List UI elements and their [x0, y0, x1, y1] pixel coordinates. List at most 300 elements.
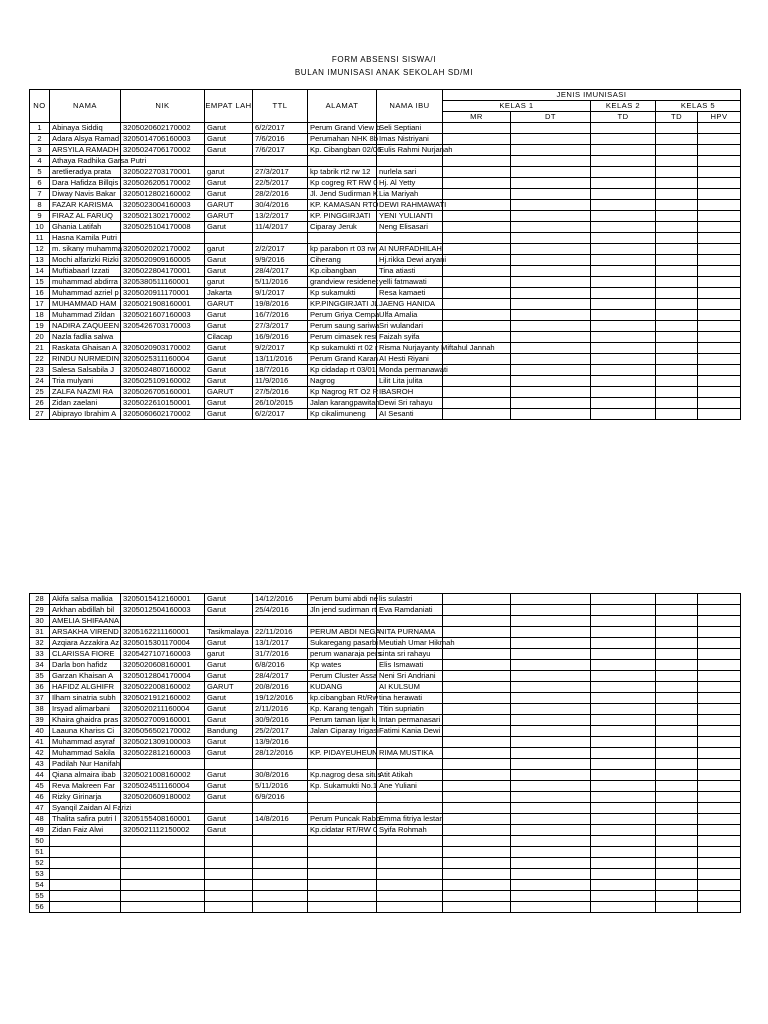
cell-imunisasi: [591, 649, 656, 660]
cell-imunisasi: [698, 704, 741, 715]
cell-no: 56: [30, 902, 50, 913]
cell-tempat-lahir: Garut: [205, 693, 253, 704]
cell-no: 10: [30, 222, 50, 233]
cell-tempat-lahir: [205, 156, 253, 167]
cell-ttl: 25/4/2016: [253, 605, 308, 616]
cell-tempat-lahir: garut: [205, 167, 253, 178]
cell-no: 16: [30, 288, 50, 299]
cell-alamat: KP. PINGGIRJATI: [308, 211, 377, 222]
cell-nama: Dara Hafidza Billqis: [50, 178, 121, 189]
cell-imunisasi: [656, 704, 698, 715]
cell-imunisasi: [698, 343, 741, 354]
cell-imunisasi: [443, 737, 511, 748]
cell-imunisasi: [511, 266, 591, 277]
cell-ttl: 28/2/2016: [253, 189, 308, 200]
cell-tempat-lahir: Garut: [205, 409, 253, 420]
cell-nama: Akifa salsa malkia: [50, 594, 121, 605]
cell-alamat: Kp.cidatar RT/RW 0: [308, 825, 377, 836]
table-row: [30, 134, 741, 145]
cell-nama: Ghania Latifah: [50, 222, 121, 233]
cell-imunisasi: [511, 770, 591, 781]
cell-ttl: [253, 803, 308, 814]
cell-imunisasi: [698, 902, 741, 913]
cell-imunisasi: [511, 409, 591, 420]
cell-imunisasi: [511, 255, 591, 266]
cell-imunisasi: [511, 178, 591, 189]
cell-imunisasi: [698, 638, 741, 649]
cell-imunisasi: [591, 792, 656, 803]
cell-alamat: Nagrog: [308, 376, 377, 387]
cell-imunisasi: [656, 299, 698, 310]
cell-imunisasi: [698, 321, 741, 332]
table-row: [30, 365, 741, 376]
cell-imunisasi: [591, 671, 656, 682]
cell-tempat-lahir: [205, 233, 253, 244]
cell-nama: Thalita safira putri l: [50, 814, 121, 825]
cell-alamat: Perum Cluster Assa: [308, 671, 377, 682]
cell-alamat: Perum saung sariwa: [308, 321, 377, 332]
table-row: [30, 880, 741, 891]
cell-nama-ibu: YENI YULIANTI: [377, 211, 443, 222]
cell-alamat: Kp. Cibangban 02/06: [308, 145, 377, 156]
cell-tempat-lahir: Garut: [205, 222, 253, 233]
cell-no: 31: [30, 627, 50, 638]
cell-imunisasi: [443, 594, 511, 605]
cell-nik: 3205025104170008: [121, 222, 205, 233]
cell-tempat-lahir: Garut: [205, 178, 253, 189]
cell-nama-ibu: [377, 803, 443, 814]
cell-imunisasi: [591, 310, 656, 321]
cell-imunisasi: [443, 310, 511, 321]
cell-imunisasi: [698, 616, 741, 627]
cell-imunisasi: [698, 858, 741, 869]
cell-no: 42: [30, 748, 50, 759]
cell-nik: 3205015301170004: [121, 638, 205, 649]
cell-imunisasi: [591, 409, 656, 420]
cell-imunisasi: [511, 671, 591, 682]
cell-imunisasi: [511, 748, 591, 759]
cell-alamat: [308, 836, 377, 847]
cell-nama: [50, 891, 121, 902]
cell-tempat-lahir: [205, 803, 253, 814]
cell-nik: 3205020609180002: [121, 792, 205, 803]
cell-imunisasi: [591, 233, 656, 244]
cell-nama-ibu: [377, 759, 443, 770]
cell-ttl: 28/4/2017: [253, 266, 308, 277]
cell-no: 21: [30, 343, 50, 354]
cell-imunisasi: [443, 660, 511, 671]
cell-alamat: Ciparay Jeruk: [308, 222, 377, 233]
cell-ttl: 30/4/2016: [253, 200, 308, 211]
cell-nik: 3205426703170003: [121, 321, 205, 332]
cell-nik: 3205024706170002: [121, 145, 205, 156]
table-row: [30, 255, 741, 266]
cell-imunisasi: [656, 288, 698, 299]
header-ttl: TTL: [253, 90, 308, 123]
cell-nik: 3205012802160002: [121, 189, 205, 200]
cell-imunisasi: [591, 134, 656, 145]
table-row: [30, 869, 741, 880]
cell-nama: Abinaya Siddiq: [50, 123, 121, 134]
cell-imunisasi: [656, 189, 698, 200]
cell-imunisasi: [591, 244, 656, 255]
cell-ttl: [253, 836, 308, 847]
cell-imunisasi: [591, 156, 656, 167]
table-body-page-1: [30, 123, 741, 420]
cell-no: 40: [30, 726, 50, 737]
header-kelas-2: KELAS 2: [591, 101, 656, 112]
cell-nama: Muhammad azriel p: [50, 288, 121, 299]
cell-nik: 3205027009160001: [121, 715, 205, 726]
table-row: [30, 759, 741, 770]
table-row: [30, 354, 741, 365]
cell-tempat-lahir: garut: [205, 649, 253, 660]
cell-imunisasi: [511, 682, 591, 693]
cell-ttl: [253, 858, 308, 869]
cell-imunisasi: [511, 343, 591, 354]
cell-imunisasi: [443, 792, 511, 803]
cell-ttl: 14/8/2016: [253, 814, 308, 825]
cell-imunisasi: [443, 825, 511, 836]
cell-imunisasi: [591, 616, 656, 627]
cell-nik: 3205025311160004: [121, 354, 205, 365]
cell-nik: [121, 847, 205, 858]
header-dt: DT: [511, 112, 591, 123]
cell-nik: 3205022703170001: [121, 167, 205, 178]
cell-nama: Hasna Kamila Putri: [50, 233, 121, 244]
table-row: [30, 266, 741, 277]
cell-imunisasi: [656, 715, 698, 726]
cell-nama-ibu: Ane Yuliani: [377, 781, 443, 792]
cell-no: 18: [30, 310, 50, 321]
cell-imunisasi: [656, 814, 698, 825]
cell-imunisasi: [656, 748, 698, 759]
cell-no: 7: [30, 189, 50, 200]
cell-nik: 3205060602170002: [121, 409, 205, 420]
cell-alamat: Jl. Jend Sudirman K: [308, 189, 377, 200]
header-nik: NIK: [121, 90, 205, 123]
cell-imunisasi: [591, 398, 656, 409]
cell-no: 45: [30, 781, 50, 792]
cell-nik: [121, 880, 205, 891]
cell-nama-ibu: Intan permanasari: [377, 715, 443, 726]
cell-nama: Muftiabaarl Izzati: [50, 266, 121, 277]
cell-alamat: Kp cogreg RT RW 0: [308, 178, 377, 189]
cell-alamat: Ciherang: [308, 255, 377, 266]
cell-imunisasi: [698, 649, 741, 660]
cell-tempat-lahir: Garut: [205, 748, 253, 759]
cell-tempat-lahir: Garut: [205, 814, 253, 825]
cell-imunisasi: [591, 178, 656, 189]
cell-ttl: 9/1/2017: [253, 288, 308, 299]
cell-tempat-lahir: [205, 759, 253, 770]
cell-no: 3: [30, 145, 50, 156]
cell-nama-ibu: Atit Atikah: [377, 770, 443, 781]
cell-imunisasi: [698, 288, 741, 299]
cell-imunisasi: [698, 715, 741, 726]
cell-imunisasi: [698, 365, 741, 376]
cell-imunisasi: [443, 332, 511, 343]
cell-nama-ibu: Ulfa Amalia: [377, 310, 443, 321]
cell-nama-ibu: Risma Nurjayanty Miftahul Jannah: [377, 343, 443, 354]
cell-imunisasi: [443, 266, 511, 277]
table-row: [30, 638, 741, 649]
cell-imunisasi: [591, 869, 656, 880]
cell-tempat-lahir: Garut: [205, 671, 253, 682]
cell-imunisasi: [443, 671, 511, 682]
cell-nama-ibu: Elis Ismawati: [377, 660, 443, 671]
cell-imunisasi: [698, 244, 741, 255]
cell-imunisasi: [443, 409, 511, 420]
cell-imunisasi: [656, 737, 698, 748]
header-alamat: ALAMAT: [308, 90, 377, 123]
cell-tempat-lahir: Garut: [205, 660, 253, 671]
cell-imunisasi: [656, 594, 698, 605]
cell-imunisasi: [656, 638, 698, 649]
cell-imunisasi: [656, 354, 698, 365]
cell-imunisasi: [511, 594, 591, 605]
table-row: [30, 836, 741, 847]
cell-imunisasi: [656, 233, 698, 244]
cell-no: 53: [30, 869, 50, 880]
cell-imunisasi: [591, 880, 656, 891]
cell-nama-ibu: [377, 902, 443, 913]
cell-tempat-lahir: [205, 880, 253, 891]
cell-imunisasi: [698, 726, 741, 737]
cell-no: 2: [30, 134, 50, 145]
cell-nama-ibu: Syifa Rohmah: [377, 825, 443, 836]
cell-nama: Syanqil Zaidan Al Farizi: [50, 803, 121, 814]
cell-ttl: [253, 880, 308, 891]
table-row: [30, 792, 741, 803]
cell-imunisasi: [698, 869, 741, 880]
table-row: [30, 814, 741, 825]
cell-alamat: Perum Grand Karan: [308, 354, 377, 365]
cell-imunisasi: [698, 255, 741, 266]
cell-tempat-lahir: [205, 836, 253, 847]
cell-no: 43: [30, 759, 50, 770]
cell-ttl: [253, 759, 308, 770]
cell-ttl: 13/2/2017: [253, 211, 308, 222]
cell-nama: muhammad abdirra: [50, 277, 121, 288]
cell-ttl: 7/6/2016: [253, 134, 308, 145]
cell-imunisasi: [698, 310, 741, 321]
cell-imunisasi: [656, 682, 698, 693]
cell-imunisasi: [511, 605, 591, 616]
cell-nama-ibu: AI NURFADHILAH: [377, 244, 443, 255]
cell-nama-ibu: tina herawati: [377, 693, 443, 704]
cell-imunisasi: [591, 376, 656, 387]
cell-nama: Tria mulyani: [50, 376, 121, 387]
header-kelas-5: KELAS 5: [656, 101, 741, 112]
table-row: [30, 299, 741, 310]
header-hpv: HPV: [698, 112, 741, 123]
cell-nama-ibu: [377, 156, 443, 167]
cell-nama: Salesa Salsabila J: [50, 365, 121, 376]
cell-imunisasi: [511, 825, 591, 836]
cell-imunisasi: [511, 200, 591, 211]
cell-no: 35: [30, 671, 50, 682]
cell-no: 8: [30, 200, 50, 211]
cell-nik: 3205021008160002: [121, 770, 205, 781]
cell-imunisasi: [698, 233, 741, 244]
cell-nama: Laauna Khariss Ci: [50, 726, 121, 737]
cell-nik: [121, 759, 205, 770]
cell-imunisasi: [656, 123, 698, 134]
cell-nama: Azqiara Azzakira Az: [50, 638, 121, 649]
cell-imunisasi: [591, 770, 656, 781]
cell-imunisasi: [511, 244, 591, 255]
cell-imunisasi: [656, 605, 698, 616]
cell-imunisasi: [511, 803, 591, 814]
cell-nama-ibu: Resa kamaeti: [377, 288, 443, 299]
cell-tempat-lahir: Garut: [205, 145, 253, 156]
cell-alamat: kp parabon rt 03 rw: [308, 244, 377, 255]
cell-nama: Abiprayo Ibrahim A: [50, 409, 121, 420]
cell-alamat: Perumahan NHK 8b: [308, 134, 377, 145]
cell-nik: [121, 836, 205, 847]
cell-alamat: [308, 847, 377, 858]
cell-alamat: [308, 792, 377, 803]
cell-imunisasi: [591, 858, 656, 869]
cell-imunisasi: [698, 222, 741, 233]
cell-nama-ibu: AI Sesanti: [377, 409, 443, 420]
cell-no: 54: [30, 880, 50, 891]
cell-imunisasi: [591, 715, 656, 726]
cell-imunisasi: [698, 332, 741, 343]
cell-alamat: Kp sukamukti rt 02 r: [308, 343, 377, 354]
cell-imunisasi: [656, 825, 698, 836]
header-kelas-1: KELAS 1: [443, 101, 591, 112]
cell-imunisasi: [656, 343, 698, 354]
cell-imunisasi: [511, 365, 591, 376]
cell-no: 51: [30, 847, 50, 858]
cell-no: 15: [30, 277, 50, 288]
cell-imunisasi: [698, 134, 741, 145]
cell-ttl: 19/8/2016: [253, 299, 308, 310]
cell-ttl: 22/5/2017: [253, 178, 308, 189]
cell-nama-ibu: JAENG HANIDA: [377, 299, 443, 310]
cell-no: 14: [30, 266, 50, 277]
cell-imunisasi: [656, 880, 698, 891]
cell-no: 32: [30, 638, 50, 649]
cell-nama: m. sikany muhamma: [50, 244, 121, 255]
cell-tempat-lahir: Cilacap: [205, 332, 253, 343]
cell-imunisasi: [656, 222, 698, 233]
cell-nik: 3205020602170002: [121, 123, 205, 134]
cell-alamat: Jln jend sudirman rt: [308, 605, 377, 616]
cell-imunisasi: [656, 200, 698, 211]
cell-imunisasi: [698, 836, 741, 847]
cell-nama-ibu: sinta sri rahayu: [377, 649, 443, 660]
table-row: [30, 715, 741, 726]
table-body-page-2: [30, 594, 741, 913]
cell-imunisasi: [656, 266, 698, 277]
cell-imunisasi: [511, 376, 591, 387]
cell-imunisasi: [656, 858, 698, 869]
cell-imunisasi: [698, 178, 741, 189]
table-row: [30, 616, 741, 627]
cell-imunisasi: [698, 376, 741, 387]
cell-imunisasi: [656, 398, 698, 409]
cell-nik: [121, 616, 205, 627]
cell-nik: 3205012504160003: [121, 605, 205, 616]
cell-imunisasi: [591, 803, 656, 814]
cell-imunisasi: [656, 277, 698, 288]
cell-alamat: Perum bumi abdi ne: [308, 594, 377, 605]
cell-no: 27: [30, 409, 50, 420]
cell-imunisasi: [511, 660, 591, 671]
cell-imunisasi: [656, 627, 698, 638]
cell-imunisasi: [443, 354, 511, 365]
cell-imunisasi: [443, 189, 511, 200]
cell-no: 5: [30, 167, 50, 178]
cell-imunisasi: [443, 156, 511, 167]
header-td-kelas-5: TD: [656, 112, 698, 123]
cell-imunisasi: [511, 759, 591, 770]
cell-imunisasi: [698, 387, 741, 398]
cell-nik: 3205023004160003: [121, 200, 205, 211]
cell-imunisasi: [443, 649, 511, 660]
cell-imunisasi: [443, 255, 511, 266]
cell-tempat-lahir: [205, 902, 253, 913]
cell-imunisasi: [511, 715, 591, 726]
cell-imunisasi: [698, 880, 741, 891]
cell-no: 25: [30, 387, 50, 398]
cell-nik: 3205022812160003: [121, 748, 205, 759]
cell-imunisasi: [511, 387, 591, 398]
cell-imunisasi: [656, 770, 698, 781]
table-row: [30, 858, 741, 869]
cell-nama-ibu: nurlela sari: [377, 167, 443, 178]
cell-imunisasi: [443, 145, 511, 156]
cell-nama: aretlieradya prata: [50, 167, 121, 178]
cell-nama: Irsyad alimarbani: [50, 704, 121, 715]
cell-imunisasi: [443, 891, 511, 902]
cell-no: 13: [30, 255, 50, 266]
cell-no: 50: [30, 836, 50, 847]
cell-alamat: Perum taman lijar lu: [308, 715, 377, 726]
cell-imunisasi: [511, 737, 591, 748]
cell-ttl: [253, 891, 308, 902]
cell-tempat-lahir: [205, 869, 253, 880]
cell-alamat: Kp. Karang tengah: [308, 704, 377, 715]
cell-imunisasi: [656, 781, 698, 792]
cell-imunisasi: [656, 671, 698, 682]
cell-imunisasi: [698, 156, 741, 167]
cell-imunisasi: [698, 409, 741, 420]
cell-imunisasi: [591, 704, 656, 715]
cell-nik: 3205024511160004: [121, 781, 205, 792]
cell-imunisasi: [443, 814, 511, 825]
table-row: [30, 649, 741, 660]
cell-nik: 3205162211160001: [121, 627, 205, 638]
cell-imunisasi: [591, 759, 656, 770]
cell-imunisasi: [443, 605, 511, 616]
cell-nama-ibu: Neng Elisasari: [377, 222, 443, 233]
cell-nama: Darla bon hafidz: [50, 660, 121, 671]
cell-imunisasi: [656, 792, 698, 803]
cell-nama: CLARISSA FIORE: [50, 649, 121, 660]
cell-tempat-lahir: Garut: [205, 770, 253, 781]
cell-nama: Khaira ghaidra pras: [50, 715, 121, 726]
cell-no: 22: [30, 354, 50, 365]
cell-nik: [121, 332, 205, 343]
cell-imunisasi: [511, 354, 591, 365]
cell-nama: RINDU NURMEDIN: [50, 354, 121, 365]
cell-imunisasi: [443, 299, 511, 310]
cell-imunisasi: [656, 244, 698, 255]
